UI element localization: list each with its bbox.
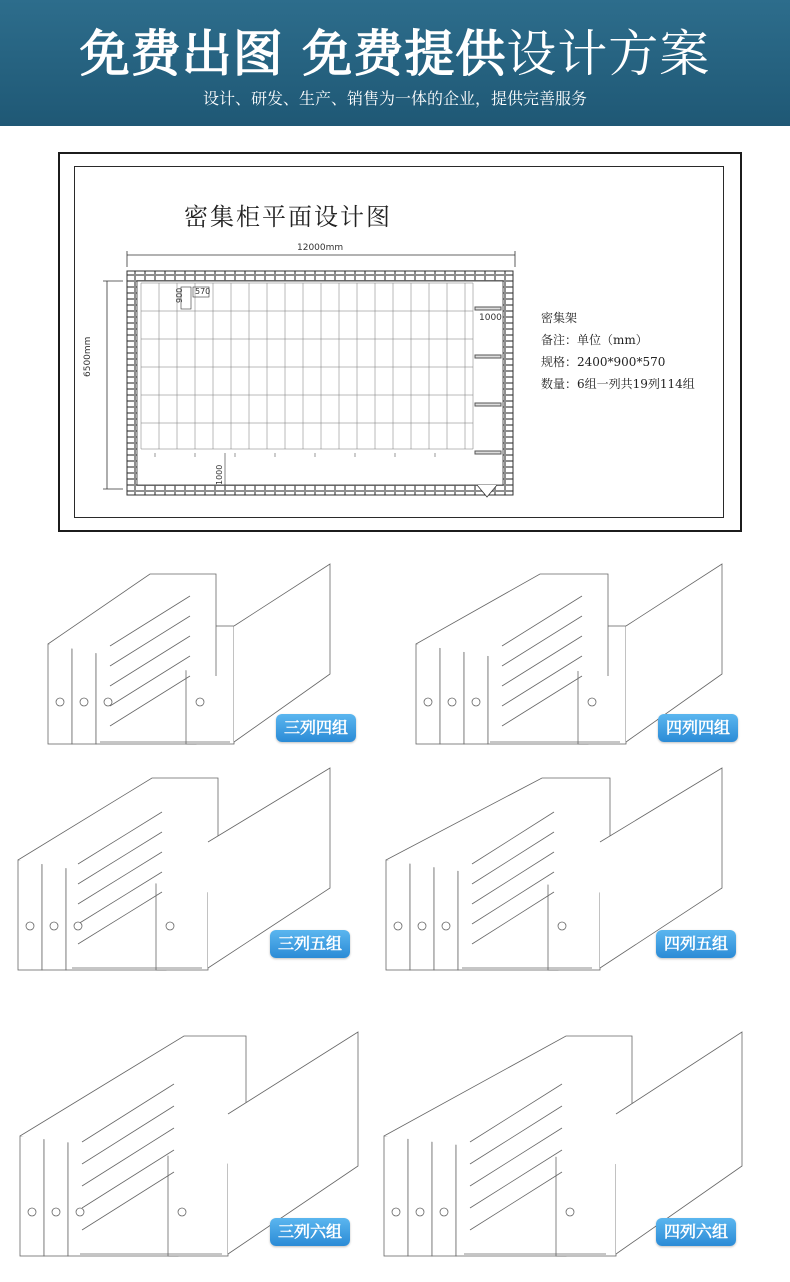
cabinet-label: 三列五组: [270, 930, 350, 958]
cabinet-dim-b: 570: [195, 287, 211, 296]
cabinet-panel-3: [12, 764, 382, 974]
cabinet-panel-1: [40, 556, 380, 748]
height-dimension: 6500mm: [83, 336, 93, 377]
header-banner: [0, 0, 790, 126]
floor-plan-inner-frame: [74, 166, 724, 518]
banner-title-light: 设计方案: [506, 25, 711, 83]
cabinet-label: 四列五组: [656, 930, 736, 958]
cabinet-label: 三列四组: [276, 714, 356, 742]
legend-line: 数量：6组一列共19列114组: [541, 377, 695, 391]
cabinet-panel-5: [16, 1026, 386, 1262]
legend-line: 备注：单位（mm）: [541, 333, 648, 347]
cabinet-label: 四列六组: [656, 1218, 736, 1246]
legend-line: 规格：2400*900*570: [541, 355, 666, 369]
cabinet-dim-a: 900: [175, 287, 184, 303]
floor-plan-title: 密集柜平面设计图: [184, 203, 392, 231]
cabinet-label: 四列四组: [658, 714, 738, 742]
aisle-bottom-dim: 1000: [215, 464, 224, 485]
cabinet-panel-6: [380, 1026, 780, 1262]
plan-legend: [541, 307, 695, 395]
floor-plan-frame: [58, 152, 742, 532]
banner-title: [0, 14, 790, 86]
width-dimension: 12000mm: [297, 243, 344, 253]
legend-line: 密集架: [541, 311, 578, 325]
cabinet-label: 三列六组: [270, 1218, 350, 1246]
cabinet-panel-4: [382, 764, 780, 974]
banner-subtitle: 设计、研发、生产、销售为一体的企业，提供完善服务: [202, 89, 587, 108]
aisle-right-dim: 1000: [479, 313, 502, 323]
banner-title-bold: 免费出图 免费提供: [79, 25, 507, 83]
cabinet-panel-2: [410, 556, 780, 748]
